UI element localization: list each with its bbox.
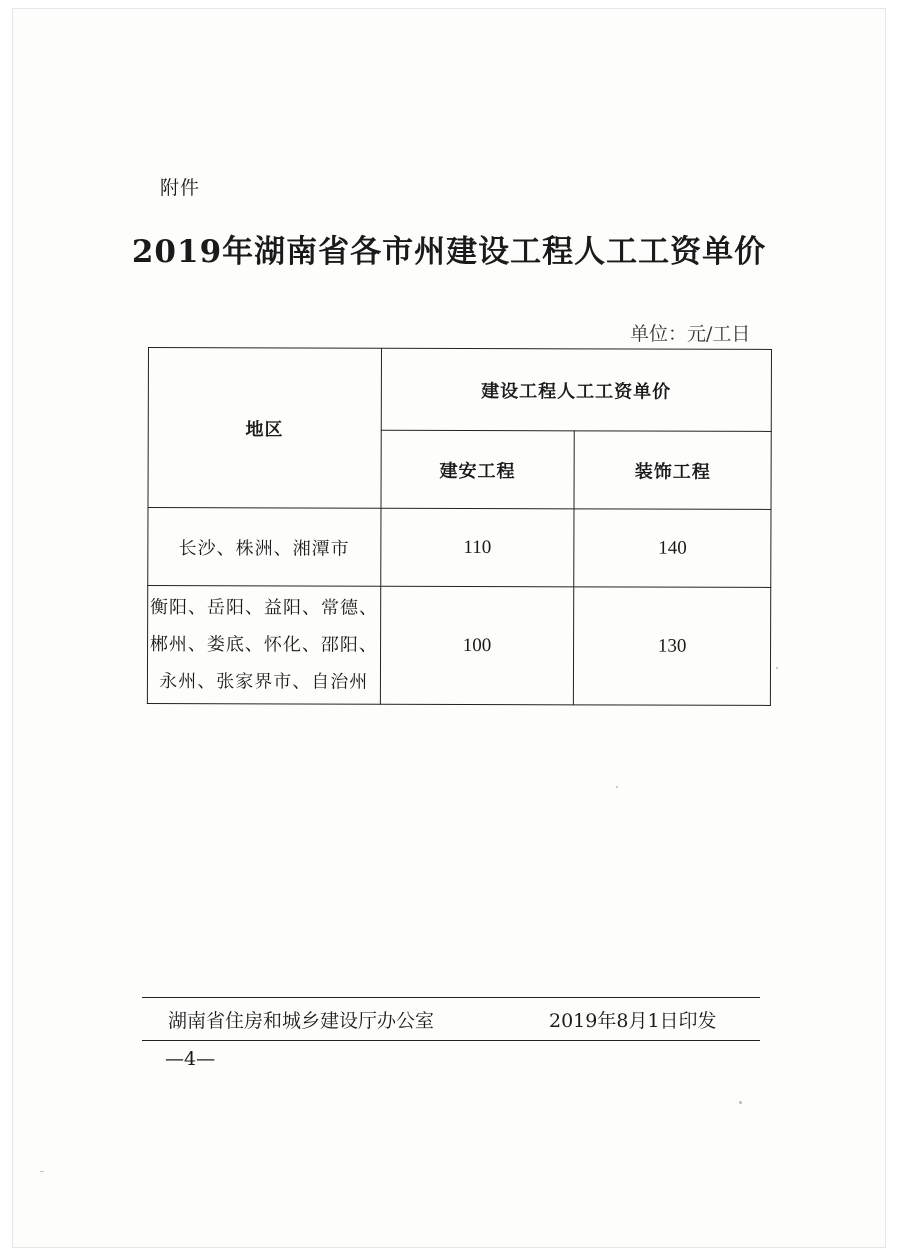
scan-speck (776, 667, 778, 669)
region-cell: 长沙、株洲、湘潭市 (148, 508, 381, 587)
issue-date: 2019年8月1日印发 (549, 1010, 717, 1032)
table-row (147, 586, 770, 706)
region-header: 地区 (148, 348, 381, 509)
decoration-wage-cell: 140 (574, 509, 771, 588)
table-header-row (148, 348, 771, 432)
region-line: 郴州、娄底、怀化、邵阳、 (149, 634, 378, 656)
scan-speck (739, 1101, 742, 1104)
document-title: 2019年湖南省各市州建设工程人工工资单价 (131, 234, 767, 270)
unit-note: 单位：元/工日 (630, 323, 751, 345)
decoration-wage-cell: 130 (574, 587, 771, 706)
region-line: 永州、张家界市、自治州 (159, 671, 369, 693)
scan-speck (616, 786, 618, 788)
page-number: —4— (165, 1048, 216, 1070)
footer-top-rule (142, 997, 760, 998)
wage-group-header: 建设工程人工工资单价 (381, 348, 772, 431)
column-header-construction: 建安工程 (381, 430, 575, 509)
scan-speck (40, 1171, 44, 1172)
issuing-office: 湖南省住房和城乡建设厅办公室 (168, 1010, 435, 1032)
region-line: 衡阳、岳阳、益阳、常德、 (149, 597, 379, 619)
table-row (148, 508, 771, 588)
column-header-decoration: 装饰工程 (574, 431, 771, 510)
construction-wage-cell: 110 (380, 508, 574, 587)
construction-wage-cell: 100 (380, 586, 574, 705)
wage-table (147, 347, 772, 706)
footer-bottom-rule (142, 1040, 760, 1041)
region-cell (147, 586, 380, 705)
attachment-label: 附件 (160, 177, 201, 199)
